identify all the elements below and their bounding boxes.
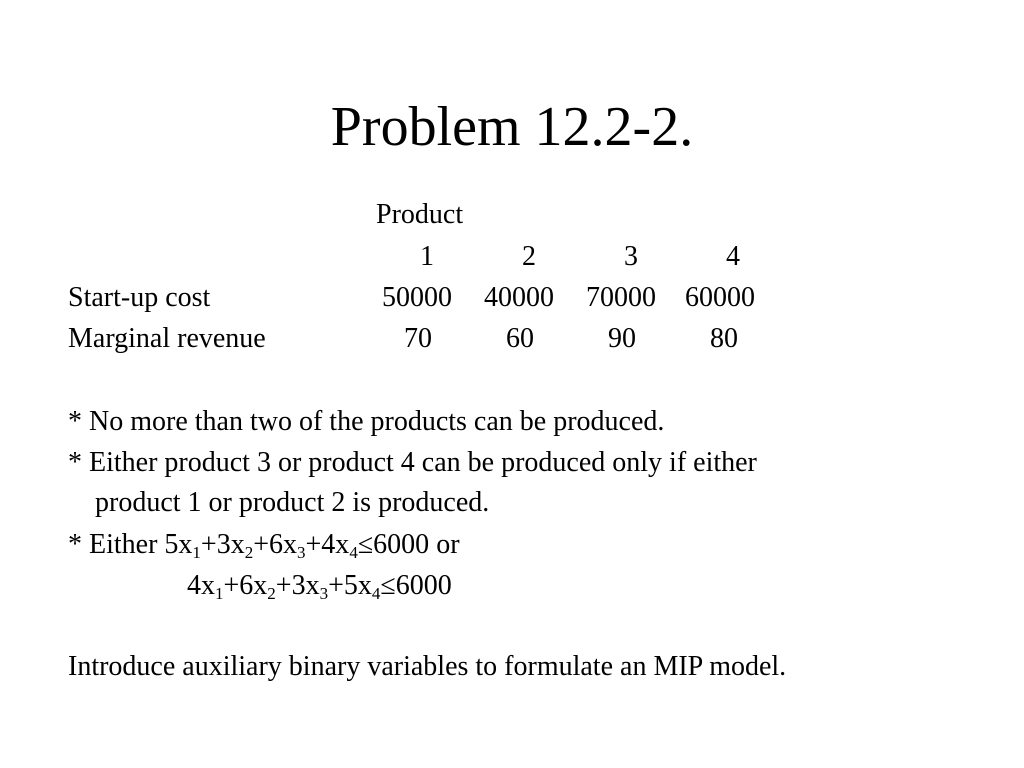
marginal-revenue-3: 90 bbox=[608, 323, 636, 354]
footer-instruction: Introduce auxiliary binary variables to formulate an MIP model. bbox=[68, 651, 787, 682]
product-column-4: 4 bbox=[726, 241, 740, 272]
startup-cost-4: 60000 bbox=[685, 282, 755, 313]
startup-cost-1: 50000 bbox=[382, 282, 452, 313]
bullet-either-product-continued: product 1 or product 2 is produced. bbox=[95, 487, 490, 518]
product-column-1: 1 bbox=[420, 241, 434, 272]
marginal-revenue-1: 70 bbox=[404, 323, 432, 354]
constraint-or-line: $4x_1+6x_2+3x_3+5x_4\le 6000$ bbox=[187, 570, 452, 603]
startup-cost-3: 70000 bbox=[586, 282, 656, 313]
constraint-either-line: * Either $5x_1+3x_2+6x_3+4x_4\le 6000$ or bbox=[68, 529, 460, 562]
marginal-revenue-label: Marginal revenue bbox=[68, 323, 266, 354]
constraint-prefix: * Either bbox=[68, 529, 165, 560]
product-column-3: 3 bbox=[624, 241, 638, 272]
marginal-revenue-2: 60 bbox=[506, 323, 534, 354]
slide-title: Problem 12.2-2. bbox=[330, 96, 694, 158]
startup-cost-label: Start-up cost bbox=[68, 282, 211, 313]
product-header: Product bbox=[376, 199, 464, 230]
product-column-2: 2 bbox=[522, 241, 536, 272]
bullet-either-product: * Either product 3 or product 4 can be produced only if either bbox=[68, 447, 757, 478]
bullet-two-products: * No more than two of the products can be produced. bbox=[68, 406, 665, 437]
marginal-revenue-4: 80 bbox=[710, 323, 738, 354]
startup-cost-2: 40000 bbox=[484, 282, 554, 313]
